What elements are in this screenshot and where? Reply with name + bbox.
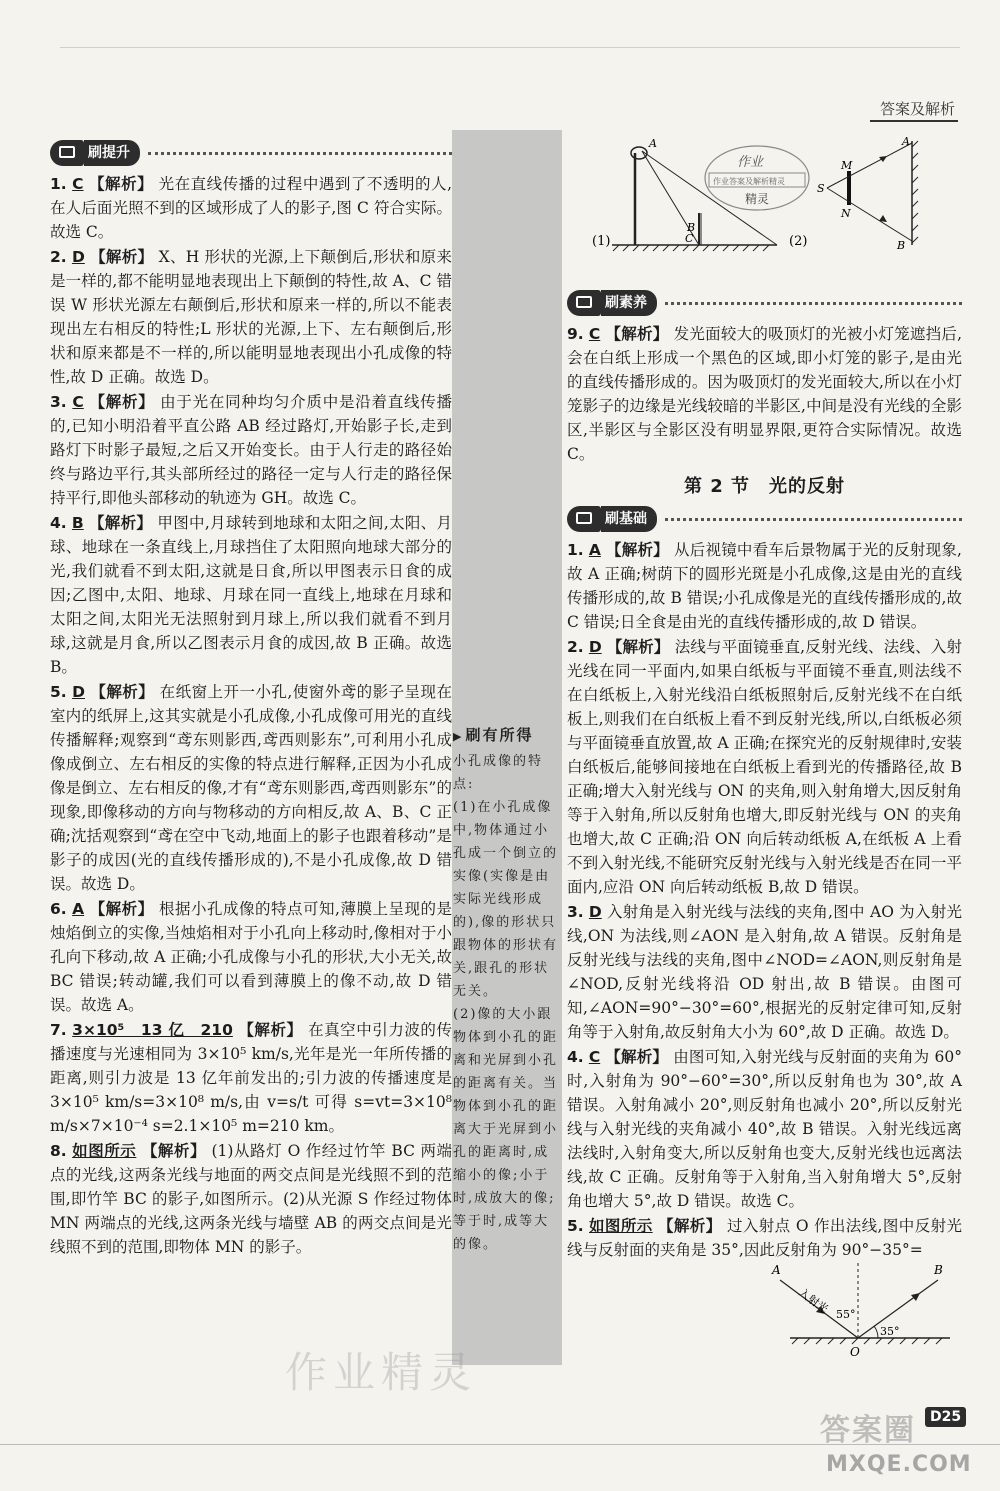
answer-choice: B <box>71 514 84 532</box>
analysis-tag: 【解析】 <box>90 248 154 266</box>
answer-item <box>567 1045 962 1213</box>
tip-point: (1)在小孔成像中,物体通过小孔成一个倒立的实像(实像是由实际光线形成的),像的形状只跟物体的形状有关,跟孔的形状无关。 <box>453 800 559 999</box>
answer-text: 由于光在同种均匀介质中是沿着直线传播的,已知小明沿着平直公路 AB 经过路灯,开始影子长,走到路灯下时影子最短,之后又开始变长。由于人行走的路径始终与路边平行,其头部所经过的路径一定与人行走的路径保持平行,即他头部移动的轨迹为 GH。故选 C。 <box>50 393 452 507</box>
answer-text: X、H 形状的光源,上下颠倒后,形状和原来是一样的,都不能明显地表现出上下颠倒的特性,故 A、C 错误 W 形状光源左右颠倒后,形状和原来一样的,所以不能表现出左右相反的特性;L 形状的光源,上下、左右颠倒后,形状和原来都是不一样的,所以能明显地表现出小孔成像的特性,故 D 正确。故选 D。 <box>50 248 452 386</box>
analysis-tag: 【解析】 <box>605 325 669 343</box>
svg-text:精灵: 精灵 <box>745 192 770 206</box>
analysis-tag: 【解析】 <box>89 175 154 193</box>
answer-item <box>50 680 452 896</box>
answer-number: 1. <box>50 175 67 193</box>
answer-text: 在纸窗上开一小孔,使窗外鸢的影子呈现在室内的纸屏上,这其实就是小孔成像,小孔成像可用光的直线传播解释;观察到“鸢东则影西,鸢西则影东”,可利用小孔成像成倒立、左右相反的实像的特点进行解释,正因为小孔成像是倒立、左右相反的像,才有“鸢东则影西,鸢西则影东”的现象,即像移动的方向与物移动的方向相反,故 A、B、C 正确;沈括观察到“鸢在空中飞动,地面上的影子也跟着移动”是影子的成因(光的直线传播形成的),不是小孔成像,故 D 错误。故选 D。 <box>50 683 452 893</box>
answer-number: 4. <box>50 514 67 532</box>
answer-choice: A <box>72 900 85 918</box>
answer-item <box>567 322 962 466</box>
dotted-rule <box>665 302 962 305</box>
watermark-bottom: MXQE.COM <box>826 1452 972 1477</box>
svg-text:作业答案及解析精灵: 作业答案及解析精灵 <box>713 177 785 186</box>
answer-item <box>50 390 452 510</box>
point-label: C <box>685 232 694 245</box>
reflection-figure <box>770 1258 960 1368</box>
left-answer-list <box>50 172 452 1259</box>
point-label: N <box>841 207 851 220</box>
answer-text: 由图可知,入射光线与反射面的夹角为 60°时,入射角为 90°−60°=30°,所以反射角也为 30°,故 A 错误。入射角减小 20°,则反射角也减小 20°,所以反射光线与入射光线的夹角减小 40°,故 B 错误。入射光线远离法线时,入射角变大,所以反射角也变大,反射光线也远离法线,故 C 正确。反射角等于入射角,当入射角增大 5°,反射角也增大 5°,故 D 错误。故选 C。 <box>567 1048 962 1210</box>
answer-number: 1. <box>567 541 584 559</box>
right-answer-list <box>567 538 962 1262</box>
book-icon <box>567 506 601 532</box>
answer-item <box>50 1139 452 1259</box>
answer-choice: C <box>72 175 84 193</box>
badge-shuasuyang <box>567 290 962 316</box>
answer-item <box>50 1018 452 1138</box>
book-icon <box>50 140 84 166</box>
dotted-rule <box>148 152 452 155</box>
analysis-tag: 【解析】 <box>141 1142 206 1160</box>
answer-item <box>567 538 962 634</box>
answer-number: 9. <box>567 325 584 343</box>
answer-text: 发光面较大的吸顶灯的光被小灯笼遮挡后,会在白纸上形成一个黑色的区域,即小灯笼的影子,是由光的直线传播形成的。因为吸顶灯的发光面较大,所以在小灯笼影子的边缘是光线较暗的半影区,中间是没有光线的全影区,半影区与全影区没有明显界限,更符合实际情况。故选 C。 <box>567 325 963 463</box>
answer-number: 2. <box>567 638 584 656</box>
analysis-tag: 【解析】 <box>88 514 153 532</box>
answer-item <box>50 172 452 244</box>
answer-choice: 3×10⁵ 13 亿 210 <box>72 1021 233 1039</box>
point-label: A <box>902 135 910 148</box>
answer-text: (1)从路灯 O 作经过竹竿 BC 两端点的光线,这两条光线与地面的两交点间是光线照不到的范围,即竹竿 BC 的影子,如图所示。(2)从光源 S 作经过物体 MN 两端点的光线,这两条光线与墙壁 AB 的两交点间是光线照不到的范围,即物体 MN 的影子。 <box>50 1142 452 1256</box>
answer-number: 4. <box>567 1048 584 1066</box>
arrow-icon <box>879 156 887 162</box>
point-label: M <box>841 159 853 172</box>
answer-choice: 如图所示 <box>589 1217 653 1235</box>
section-title: 第 2 节 光的反射 <box>683 476 846 497</box>
answer-number: 5. <box>567 1217 584 1235</box>
ground-hatch <box>613 245 769 251</box>
answer-item <box>50 245 452 389</box>
answer-text: 从后视镜中看车后景物属于光的反射现象,故 A 正确;树荫下的圆形光斑是小孔成像,这是由光的直线传播形成的,故 B 错误;小孔成像是光的直线传播形成的,故 C 错误;日全食是由光的直线传播形成的,故 D 错误。 <box>567 541 962 631</box>
answer-choice: 如图所示 <box>72 1142 137 1160</box>
svg-text:作业: 作业 <box>737 155 764 170</box>
wall-hatch <box>912 141 918 243</box>
answer-choice: D <box>72 683 85 701</box>
answer-text: 在真空中引力波的传播速度与光速相同为 3×10⁵ km/s,光年是光一年所传播的距离,则引力波是 13 亿年前发出的;引力波的传播速度是 3×10⁵ km/s=3×10⁸ m/s,由 v=s/t 可得 s=vt=3×10⁸ m/s×7×10⁻⁴ s=2.1×10⁵ m=210 km。 <box>50 1021 452 1135</box>
answer-text: 根据小孔成像的特点可知,薄膜上呈现的是烛焰倒立的实像,当烛焰相对于小孔向上移动时,像相对于小孔向下移动,故 A 正确;小孔成像与小孔的形状,大小无关,故 BC 错误;转动罐,我们可以看到薄膜上的像不动,故 D 错误。故选 A。 <box>50 900 452 1014</box>
answer-choice: C <box>588 1048 601 1066</box>
arrow-icon <box>911 1293 920 1301</box>
sidebar-tip <box>453 724 561 1256</box>
answer-choice: A <box>588 541 601 559</box>
shadow-diagram <box>567 133 962 253</box>
watermark-stamp <box>705 146 809 210</box>
answer-item <box>567 1214 962 1262</box>
answer-item <box>567 900 962 1044</box>
top-rule <box>60 47 960 48</box>
badge-label: 刷基础 <box>601 506 657 532</box>
analysis-tag: 【解析】 <box>89 393 155 411</box>
arrow-icon <box>879 215 887 222</box>
analysis-tag: 【解析】 <box>89 900 154 918</box>
analysis-tag: 【解析】 <box>238 1021 303 1039</box>
right-answer-list <box>567 322 962 466</box>
answer-text: 法线与平面镜垂直,反射光线、法线、入射光线在同一平面内,如果白纸板与平面镜不垂直,则法线不在白纸板上,入射光线沿白纸板照射后,反射光线不在白纸板上,则我们在白纸板上看不到反射光线,所以,白纸板必须与平面镜垂直放置,故 A 正确;在探究光的反射规律时,安装白纸板后,能够间接地在白纸板上看到光的传播路径,故 B 正确;增大入射光线与 ON 的夹角,则入射角增大,因反射角等于入射角,所以反射角也增大,即反射光线与 ON 的夹角也增大,故 C 正确;沿 ON 向后转动纸板 A,在纸板 A 上看不到入射光线,不能研究反射光线与入射光线是否在同一平面内,应沿 ON 向后转动纸板 B,故 D 错误。 <box>567 638 962 896</box>
point-label: B <box>687 221 696 234</box>
badge-label: 刷素养 <box>601 290 657 316</box>
answer-choice: C <box>72 393 84 411</box>
watermark-right: 答案圈 <box>820 1413 916 1448</box>
answer-number: 3. <box>50 393 67 411</box>
tip-point: (2)像的大小跟物体到小孔的距离和光屏到小孔的距离有关。当物体到小孔的距离大于光屏到小孔的距离时,成缩小的像;小于时,成放大的像;等于时,成等大的像。 <box>453 1007 559 1252</box>
incident-label: 入射光 <box>796 1285 831 1316</box>
light-ray <box>827 188 912 241</box>
point-label: A <box>772 1263 781 1277</box>
point-label: S <box>817 182 825 195</box>
answer-number: 6. <box>50 900 67 918</box>
answer-choice: D <box>71 248 85 266</box>
figure-label: (1) <box>592 234 611 249</box>
header-title: 答案及解析 <box>879 100 955 118</box>
mirror-hatch <box>792 1338 942 1344</box>
bottom-rule <box>0 1444 1000 1445</box>
point-label: B <box>897 239 906 252</box>
answer-choice: C <box>588 325 601 343</box>
answer-item <box>50 897 452 1017</box>
point-label: B <box>934 1263 943 1277</box>
dotted-rule <box>665 518 962 521</box>
analysis-tag: 【解析】 <box>606 541 669 559</box>
header-underline <box>870 120 958 122</box>
watermark-left: 作业精灵 <box>285 1348 478 1397</box>
analysis-tag: 【解析】 <box>605 1048 669 1066</box>
answer-text: 过入射点 O 作出法线,图中反射光线与反射面的夹角是 35°,因此反射角为 90°−35°= <box>567 1217 962 1259</box>
analysis-tag: 【解析】 <box>90 683 155 701</box>
answer-number: 8. <box>50 1142 67 1160</box>
answer-text: 光在直线传播的过程中遇到了不透明的人,在人后面光照不到的区域形成了人的影子,图 C 符合实际。故选 C。 <box>50 175 452 241</box>
angle-arc <box>874 1326 878 1338</box>
analysis-tag: 【解析】 <box>606 638 670 656</box>
point-label: A <box>649 137 657 150</box>
figure-label: (2) <box>789 234 808 249</box>
tip-intro: 小孔成像的特点: <box>453 754 544 792</box>
answer-number: 3. <box>567 903 584 921</box>
answer-number: 2. <box>50 248 67 266</box>
answer-item <box>50 511 452 679</box>
light-ray <box>827 143 912 188</box>
book-icon <box>567 290 601 316</box>
page-number: D25 <box>925 1407 966 1427</box>
badge-shuajichu <box>567 506 962 532</box>
badge-shuatisheng <box>50 140 452 166</box>
angle-label: 35° <box>880 1325 900 1338</box>
answer-number: 5. <box>50 683 67 701</box>
point-label: O <box>850 1345 860 1359</box>
answer-number: 7. <box>50 1021 67 1039</box>
answer-choice: D <box>588 903 602 921</box>
tip-title: ▶ 刷有所得 <box>453 724 561 748</box>
angle-label: 55° <box>836 1308 856 1321</box>
answer-choice: D <box>588 638 602 656</box>
badge-label: 刷提升 <box>84 140 140 166</box>
answer-text: 入射角是入射光线与法线的夹角,图中 AO 为入射光线,ON 为法线,则∠AON 是入射角,故 A 错误。反射角是反射光线与法线的夹角,图中∠NOD=∠AON,则反射角是∠NOD,反射光线将沿 OD 射出,故 B 错误。由图可知,∠AON=90°−30°=60°,根据光的反射定律可知,反射角等于入射角,故反射角大小为 60°,故 D 正确。故选 D。 <box>567 903 962 1041</box>
analysis-tag: 【解析】 <box>658 1217 722 1235</box>
right-column <box>567 290 962 1263</box>
answer-item <box>567 635 962 899</box>
answer-text: 甲图中,月球转到地球和太阳之间,太阳、月球、地球在一条直线上,月球挡住了太阳照向地球大部分的光,我们就看不到太阳,这就是日食,所以甲图表示日食的成因;乙图中,太阳、地球、月球在同一直线上,地球在月球和太阳之间,太阳光无法照射到月球上,所以我们就看不到月球,这就是月食,所以乙图表示月食的成因,故 B 正确。故选 B。 <box>50 514 452 676</box>
left-column <box>50 140 452 1260</box>
